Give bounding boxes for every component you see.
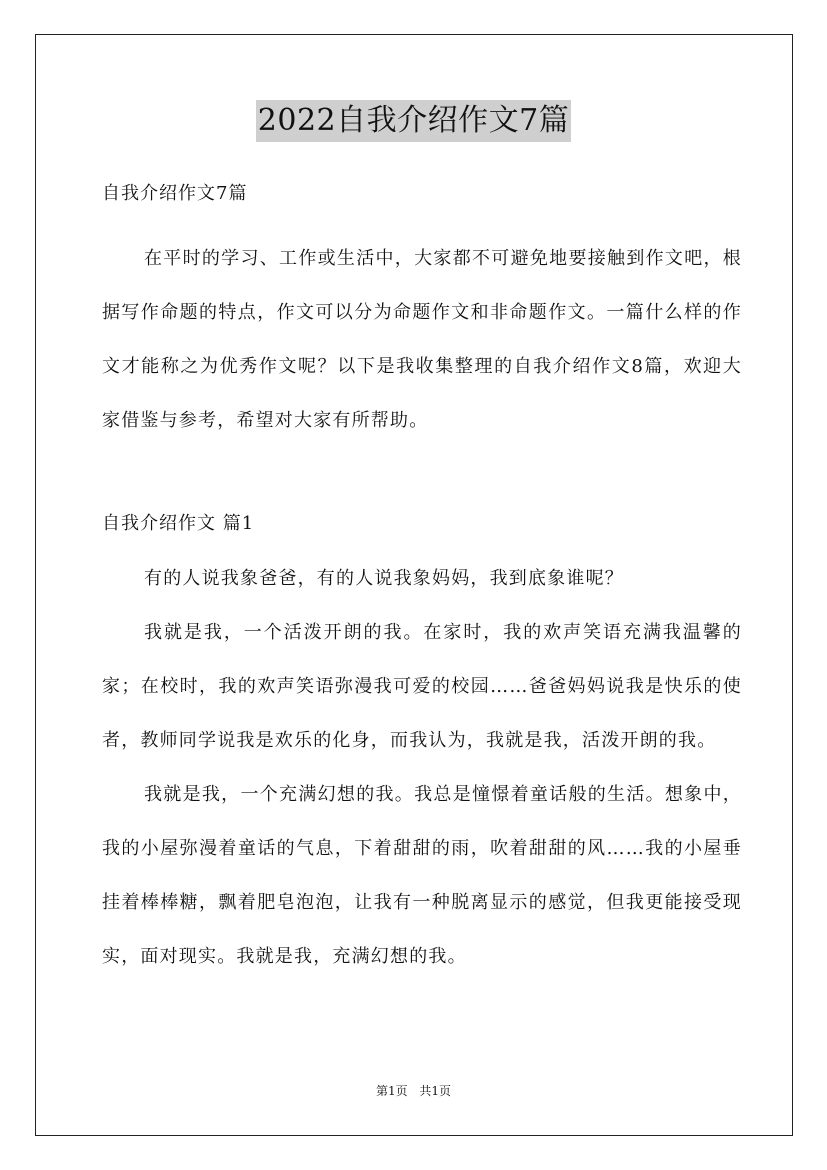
page-total: 共1页 — [419, 1084, 452, 1098]
body-paragraph: 我就是我，一个活泼开朗的我。在家时，我的欢声笑语充满我温馨的家；在校时，我的欢声笑语弥漫我可爱的校园……爸爸妈妈说我是快乐的使者，教师同学说我是欢乐的化身，而我认为，我就是我，活泼开朗的我。 — [102, 622, 742, 751]
body-paragraph: 有的人说我象爸爸，有的人说我象妈妈，我到底象谁呢？ — [144, 568, 624, 589]
document-subtitle: 自我介绍作文7篇 — [102, 183, 248, 204]
title-area — [0, 100, 827, 142]
section-heading: 自我介绍作文 篇1 — [102, 513, 255, 534]
page-number: 第1页 — [375, 1084, 408, 1098]
document-title: 2022自我介绍作文7篇 — [256, 100, 571, 142]
document-body — [102, 170, 742, 984]
page-footer — [0, 1083, 827, 1099]
body-paragraph: 我就是我，一个充满幻想的我。我总是憧憬着童话般的生活。想象中，我的小屋弥漫着童话的气息，下着甜甜的雨，吹着甜甜的风……我的小屋垂挂着棒棒糖，飘着肥皂泡泡，让我有一种脱离显示的感觉，但我更能接受现实，面对现实。我就是我，充满幻想的我。 — [102, 784, 742, 967]
intro-paragraph: 在平时的学习、工作或生活中，大家都不可避免地要接触到作文吧，根据写作命题的特点，作文可以分为命题作文和非命题作文。一篇什么样的作文才能称之为优秀作文呢？以下是我收集整理的自我介绍作文8篇，欢迎大家借鉴与参考，希望对大家有所帮助。 — [102, 248, 742, 431]
